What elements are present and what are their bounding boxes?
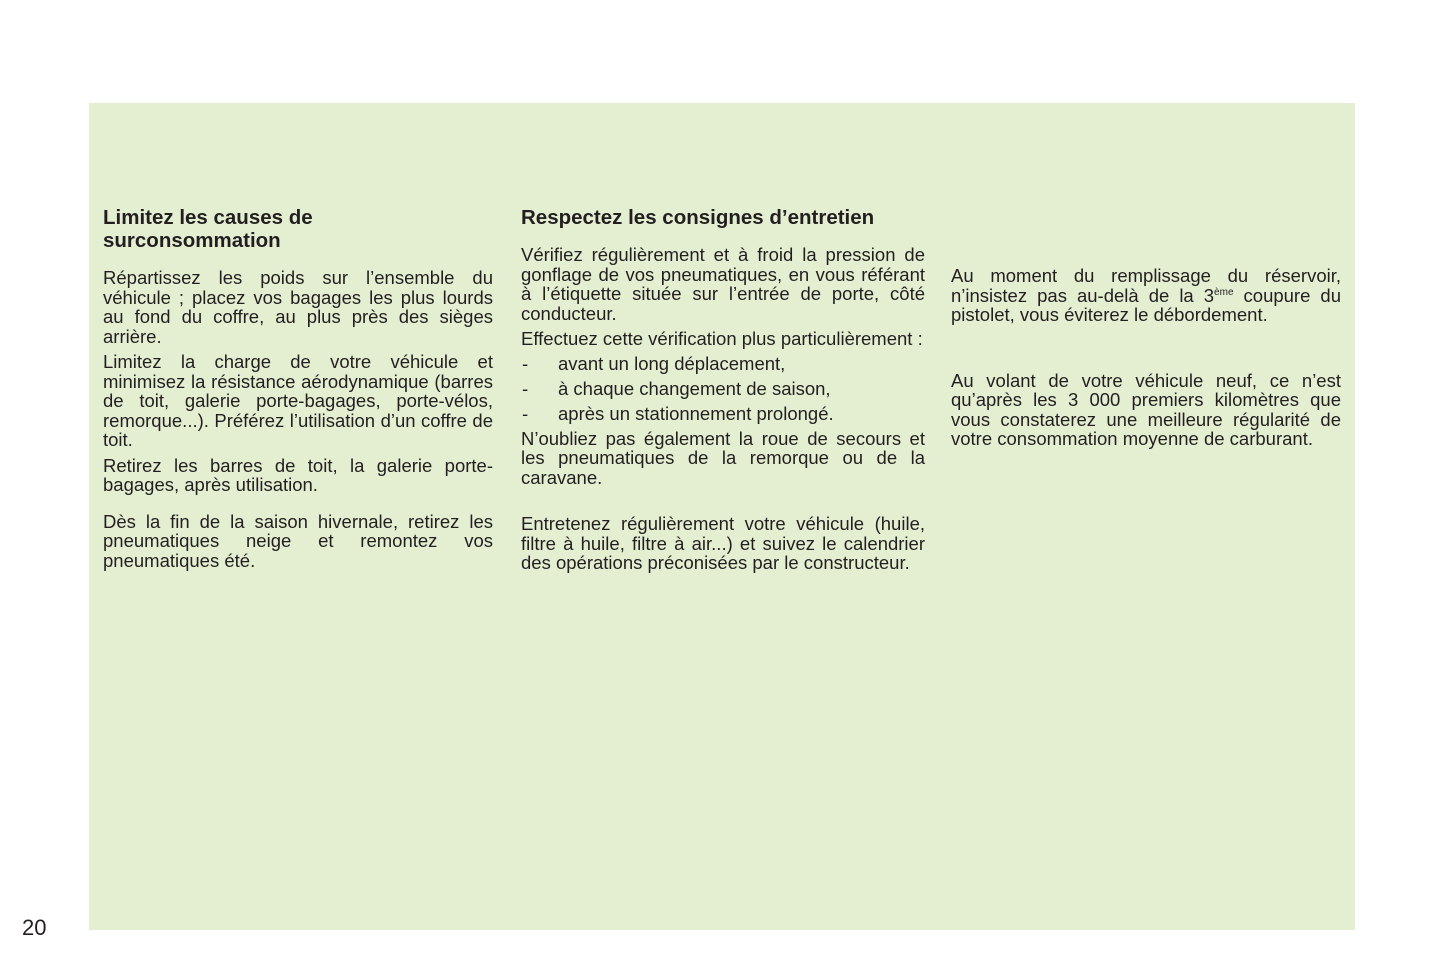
paragraph-service-schedule: Entretenez régulièrement votre véhicule (huile, filtre à huile, filtre à air...) et suivez le calendrier des opérations préconisées par le constructeur. <box>521 513 925 573</box>
paragraph-weight-distribution: Répartissez les poids sur l’ensemble du véhicule ; placez vos bagages les plus lourds au fond du coffre, au plus près des sièges arrière. <box>103 267 493 347</box>
paragraph-refuelling: Au moment du remplissage du réservoir, n’insistez pas au-delà de la 3ème coupure du pistolet, vous éviterez le débordement. <box>951 265 1341 325</box>
paragraph-limit-load: Limitez la charge de votre véhicule et minimisez la résistance aérodynamique (barres de toit, galerie porte-bagages, porte-vélos, remorque...). Préférez l’utilisation d’un coffre de toit. <box>103 351 493 450</box>
heading-maintenance: Respectez les consignes d’entretien <box>521 206 875 229</box>
list-item: - avant un long déplacement, <box>521 354 925 374</box>
check-occasions-list <box>521 354 925 424</box>
list-item: - à chaque changement de saison, <box>521 379 925 399</box>
list-item: - après un stationnement prolongé. <box>521 404 925 424</box>
paragraph-winter-tyres: Dès la fin de la saison hivernale, retirez les pneumatiques neige et remontez vos pneumatiques été. <box>103 510 493 571</box>
column-fuel-consumption <box>103 206 493 570</box>
column-maintenance <box>521 206 925 573</box>
paragraph-remove-roof-bars: Retirez les barres de toit, la galerie porte-bagages, après utilisation. <box>103 454 493 495</box>
heading-limit-consumption: Limitez les causes de surconsommation <box>103 206 313 252</box>
page-number: 20 <box>22 915 47 940</box>
paragraph-new-vehicle: Au volant de votre véhicule neuf, ce n’est qu’après les 3 000 premiers kilomètres que vous constaterez une meilleure régularité de votre consommation moyenne de carburant. <box>951 369 1341 449</box>
paragraph-spare-wheel: N’oubliez pas également la roue de secours et les pneumatiques de la remorque ou de la caravane. <box>521 427 925 488</box>
paragraph-tyre-pressure: Vérifiez régulièrement et à froid la pression de gonflage de vos pneumatiques, en vous référant à l’étiquette située sur l’entrée de porte, côté conducteur. <box>521 244 925 324</box>
paragraph-check-occasions: Effectuez cette vérification plus particulièrement : <box>521 328 923 349</box>
column-refuelling <box>951 266 1341 449</box>
